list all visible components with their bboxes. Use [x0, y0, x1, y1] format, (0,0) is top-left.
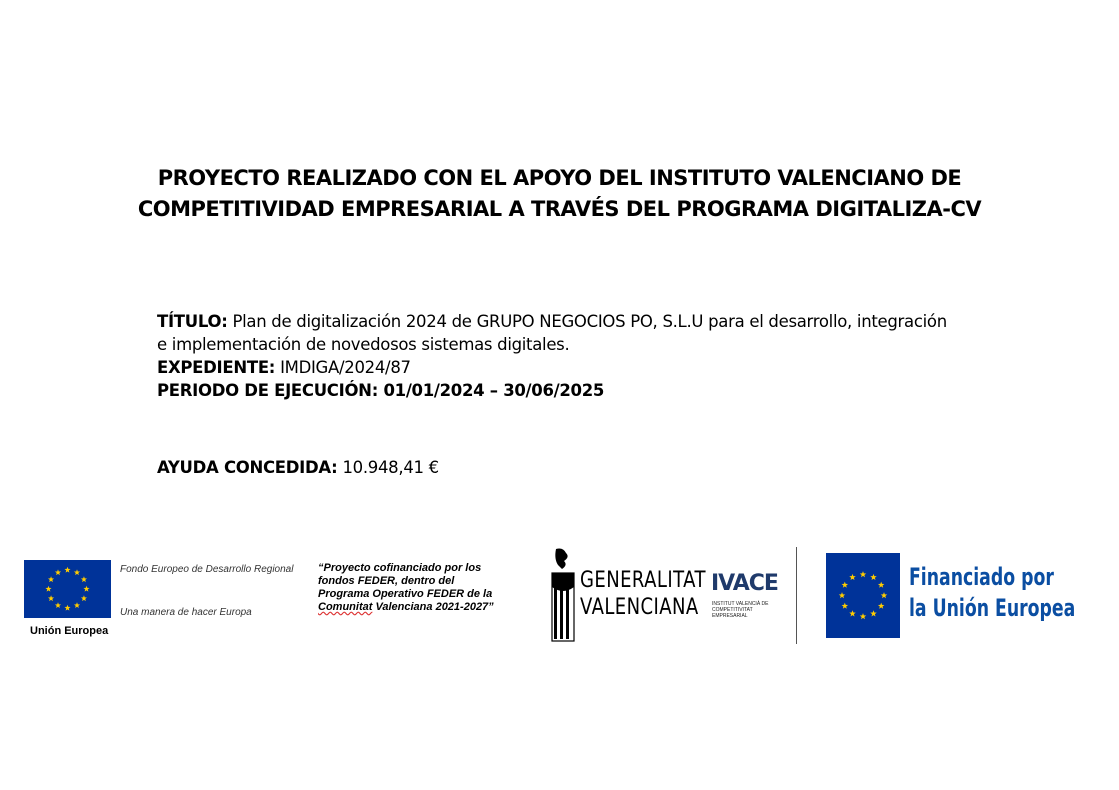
eu-star-icon — [81, 576, 87, 582]
eu-star-icon — [842, 603, 848, 609]
eu-financed-text — [909, 562, 1075, 624]
titulo-value: Plan de digitalización 2024 de GRUPO NEGOCIOS PO, S.L.U para el desarrollo, integración — [232, 312, 947, 331]
expediente-row — [157, 356, 977, 379]
logo-divider — [796, 547, 797, 644]
eu-star-icon — [81, 595, 87, 601]
expediente-value: IMDIGA/2024/87 — [280, 358, 411, 377]
generalitat-line-1: GENERALITAT — [580, 568, 706, 593]
generalitat-emblem-icon — [550, 547, 576, 643]
eu-star-icon — [64, 605, 70, 611]
eu-financed-line-1: Financiado por — [909, 563, 1054, 591]
eu-caption: Unión Europea — [30, 625, 109, 637]
cofinanced-line-2: fondos FEDER, dentro del — [318, 575, 455, 587]
eu-financed-line-2: la Unión Europea — [909, 594, 1076, 622]
eu-star-icon — [839, 592, 845, 598]
titulo-label: TÍTULO: — [157, 312, 228, 331]
eu-star-icon — [870, 610, 876, 616]
heading-line-1: PROYECTO REALIZADO CON EL APOYO DEL INSTITUTO VALENCIANO DE — [157, 166, 962, 190]
eu-flag-icon — [24, 560, 111, 618]
eu-star-icon — [48, 576, 54, 582]
ayuda-value: 10.948,41 € — [342, 458, 439, 477]
eu-star-icon — [870, 574, 876, 580]
eu-star-icon — [881, 592, 887, 598]
periodo-label: PERIODO DE EJECUCIÓN: — [157, 381, 378, 400]
eu-star-icon — [842, 582, 848, 588]
titulo-row — [157, 310, 977, 333]
ayuda-label: AYUDA CONCEDIDA: — [157, 458, 338, 477]
cofinanced-line-3: Programa Operativo FEDER de la — [318, 588, 493, 600]
eu-star-icon — [860, 571, 866, 577]
generalitat-logo-text — [580, 567, 706, 621]
cofinanced-comunitat: Comunitat — [318, 601, 373, 613]
eu-star-icon — [849, 574, 855, 580]
eu-star-icon — [55, 569, 61, 575]
eu-star-icon — [74, 602, 80, 608]
eu-star-icon — [849, 610, 855, 616]
heading-line-2: COMPETITIVIDAD EMPRESARIAL A TRAVÉS DEL PROGRAMA DIGITALIZA-CV — [137, 197, 982, 221]
ivace-subtitle: INSTITUT VALENCIÀ DE COMPETITIVITAT EMPRESARIAL — [712, 601, 769, 619]
ivace-logo: IVACE — [711, 571, 778, 596]
expediente-label: EXPEDIENTE: — [157, 358, 276, 377]
cofinanced-statement — [318, 562, 526, 614]
eu-star-icon — [64, 567, 70, 573]
feder-motto-text: Una manera de hacer Europa — [120, 607, 252, 618]
project-details — [157, 310, 977, 402]
eu-star-icon — [48, 595, 54, 601]
eu-star-icon — [83, 586, 89, 592]
periodo-row — [157, 379, 977, 402]
generalitat-line-2: VALENCIANA — [580, 595, 699, 620]
eu-flag-large-icon — [826, 553, 900, 638]
cofinanced-line-4 — [318, 601, 526, 614]
eu-star-icon — [55, 602, 61, 608]
feder-fund-text: Fondo Europeo de Desarrollo Regional — [120, 564, 294, 575]
ayuda-row — [157, 456, 439, 479]
eu-star-icon — [45, 586, 51, 592]
eu-star-icon — [74, 569, 80, 575]
cofinanced-rest: Valenciana 2021-2027” — [372, 601, 494, 613]
eu-star-icon — [878, 582, 884, 588]
titulo-value-continued: e implementación de novedosos sistemas digitales. — [157, 335, 570, 354]
cofinanced-line-1: “Proyecto cofinanciado por los — [318, 562, 482, 574]
eu-star-icon — [878, 603, 884, 609]
periodo-value: 01/01/2024 – 30/06/2025 — [383, 381, 605, 400]
document-heading — [0, 163, 1119, 225]
eu-star-icon — [860, 613, 866, 619]
